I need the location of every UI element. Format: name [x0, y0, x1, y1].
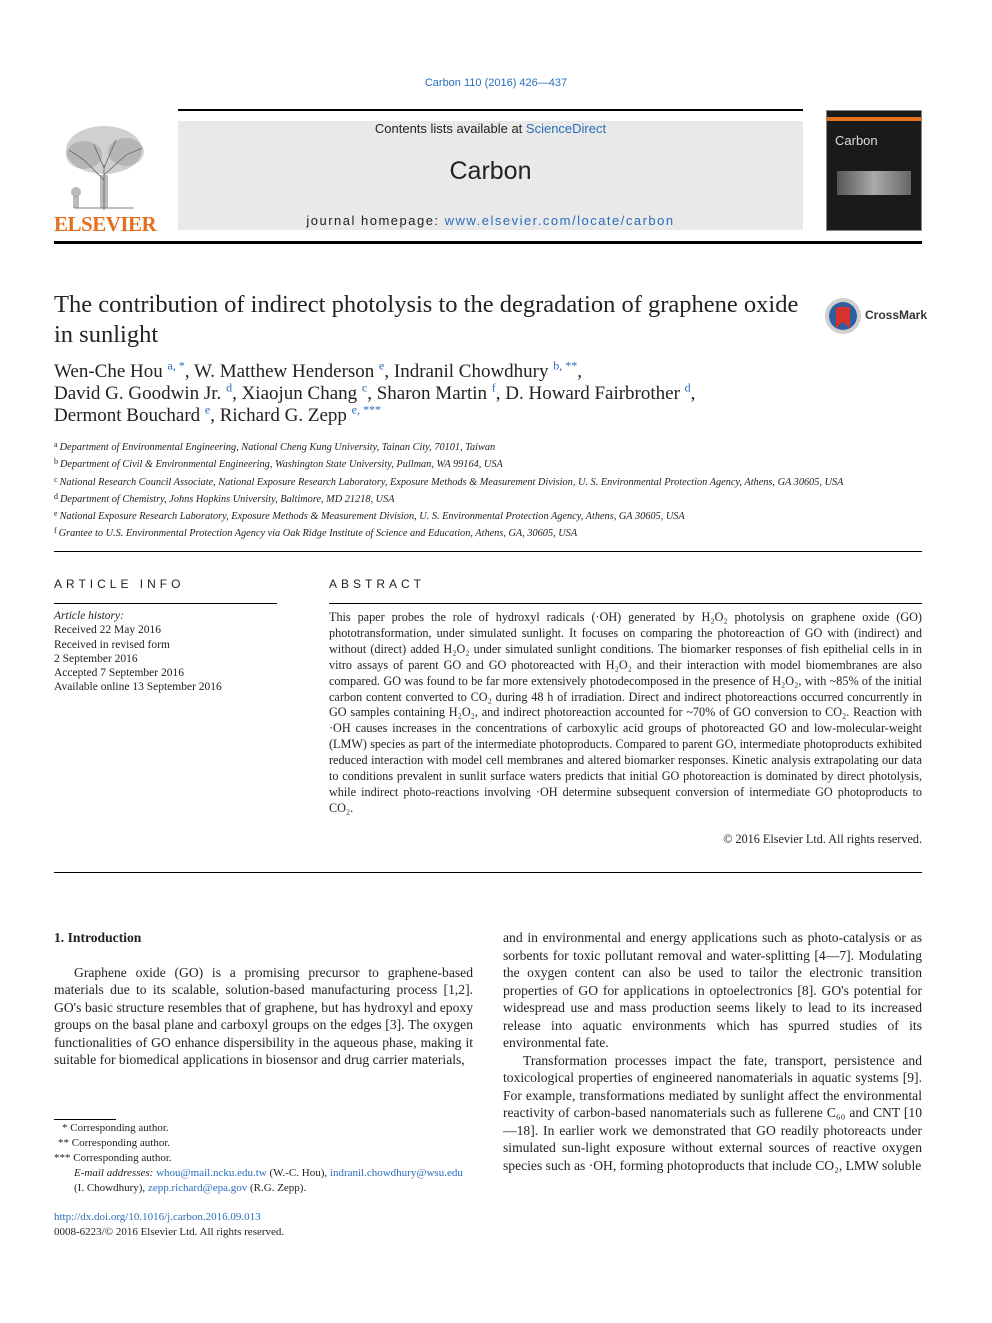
- body-paragraph: Graphene oxide (GO) is a promising precursor to graphene-based materials due to its scalable, solution-based manufacturing process [1,2]. GO's basic structure resembles that of graphene, but has hydroxyl and epoxy groups on the basal plane and carboxyl groups on the edges [3]. The oxygen functionalities of GO enhance dispersibility in the aqueous phase, making it suitable for biomedical applications in biosensor and drug carrier materials,: [54, 964, 473, 1067]
- cover-stripe: [827, 117, 921, 121]
- abstract-bottom-rule: [54, 872, 922, 873]
- contents-line: [178, 121, 803, 136]
- cover-image: [837, 171, 911, 195]
- author-name[interactable]: Wen-Che Hou: [54, 361, 163, 382]
- affiliation-list: [54, 438, 844, 542]
- author-list: Wen-Che Hou $^{a, *}$, W. Matthew Henderson $^e$, Indranil Chowdhury $^{b, **}$, David G. Goodwin Jr. $^d$, Xiaojun Chang $^c$, Sharon Martin $^f$, D. Howard Fairbrother $^d$, Dermont Bouchard $^e$, Richard G. Zepp $^{e, ***}$: [54, 358, 696, 426]
- author-name[interactable]: Richard G. Zepp: [219, 405, 347, 426]
- homepage-prefix: journal homepage:: [306, 213, 445, 228]
- author-affiliation-mark[interactable]: e, ***: [351, 402, 381, 417]
- article-history: [54, 609, 294, 695]
- abstract-heading: ABSTRACT: [329, 577, 426, 591]
- affiliation-item: [54, 455, 844, 472]
- author-affiliation-mark[interactable]: e: [204, 402, 211, 417]
- affiliation-item: [54, 507, 844, 524]
- journal-homepage: [178, 213, 803, 228]
- affiliation-item: [54, 473, 844, 490]
- article-info-rule: [54, 603, 277, 604]
- author-affiliation-mark[interactable]: b, **: [553, 358, 578, 373]
- affiliation-text: Department of Chemistry, Johns Hopkins University, Baltimore, MD 21218, USA: [60, 493, 395, 505]
- author-affiliation-mark[interactable]: c: [361, 380, 368, 395]
- history-label: Article history:: [54, 610, 124, 622]
- article-info-heading: ARTICLE INFO: [54, 577, 185, 591]
- history-entry: Received 22 May 2016: [54, 624, 161, 637]
- journal-citation[interactable]: Carbon 110 (2016) 426—437: [424, 77, 568, 89]
- history-entry: Available online 13 September 2016: [54, 681, 222, 694]
- author-name[interactable]: W. Matthew Henderson: [194, 361, 375, 382]
- affiliation-item: [54, 524, 844, 541]
- affiliation-text: Department of Environmental Engineering, National Cheng Kung University, Tainan City, 70101, Taiwan: [59, 442, 496, 453]
- history-entry: 2 September 2016: [54, 652, 138, 665]
- sciencedirect-link[interactable]: ScienceDirect: [525, 121, 607, 136]
- email-label: E-mail addresses:: [74, 1167, 157, 1179]
- elsevier-wordmark: ELSEVIER: [54, 212, 157, 236]
- body-paragraph: and in environmental and energy applications such as photo-catalysis or as sorbents for toxic pollutant removal and water-splitting [4—7]. Modulating the oxygen content can also be used to tailor the electronic transition properties of GO for applications in optoelectronics [8]. GO's potential for widespread use and mass production seems likely to lead to its increased release into aquatic environments which has spurred studies of its environmental fate.: [503, 930, 922, 1050]
- abstract-copyright: © 2016 Elsevier Ltd. All rights reserved.: [723, 832, 922, 846]
- author-name[interactable]: Xiaojun Chang: [241, 383, 358, 404]
- footnote-rule: [54, 1119, 116, 1120]
- affiliation-text: Grantee to U.S. Environmental Protection Agency via Oak Ridge Institute of Science and Education, Athens, GA, 30605, USA: [58, 528, 578, 540]
- author-affiliation-mark[interactable]: e: [379, 358, 385, 373]
- footnotes: [54, 1121, 474, 1196]
- author-name[interactable]: Dermont Bouchard: [54, 405, 201, 426]
- body-column-right: [503, 929, 922, 1174]
- body-paragraph: Transformation processes impact the fate, transport, persistence and toxicological properties of engineered nanomaterials in aquatic systems [9]. For example, transformations mediated by sunlight affect the environmental reactivity of carbon-based nanomaterials such as fullerene C₆₀ and CNT [10—18]. In earlier work we demonstrated that GO readily photoreacts under simulated sun-light exposure without external sources of reactive oxygen species such as ·OH, forming photoproducts that include CO₂, LMW soluble: [503, 1052, 922, 1173]
- affiliation-rule: [54, 551, 922, 552]
- crossmark-icon: [824, 296, 864, 336]
- issn-copyright: 0008-6223/© 2016 Elsevier Ltd. All rights reserved.: [54, 1226, 285, 1238]
- affiliation-text: Department of Civil & Environmental Engineering, Washington State University, Pullman, WA 99164, USA: [60, 459, 503, 471]
- affiliation-item: [54, 490, 844, 507]
- footnote-emails: [54, 1166, 474, 1196]
- author-affiliation-mark[interactable]: a, *: [167, 358, 185, 373]
- affiliation-text: National Exposure Research Laboratory, Exposure Methods & Measurement Division, U. S. Environmental Protection Agency, Athens, GA 30605, USA: [59, 511, 685, 523]
- author-affiliation-mark[interactable]: f: [491, 380, 496, 395]
- cover-title: Carbon: [835, 133, 878, 148]
- email-owner: (W.-C. Hou),: [266, 1167, 330, 1179]
- author-name[interactable]: D. Howard Fairbrother: [505, 383, 680, 404]
- header-bottom-rule: [54, 241, 922, 244]
- section-heading: 1. Introduction: [54, 930, 142, 945]
- crossmark-badge[interactable]: [824, 296, 928, 336]
- footnote-corresponding: * Corresponding author.: [62, 1122, 169, 1134]
- abstract-text: This paper probes the role of hydroxyl radicals (·OH) generated by H₂O₂ photolysis on graphene oxide (GO) phototransformation, under simulated sunlight. It focuses on comparing the photoreaction of GO with (indirect) and without (direct) added H₂O₂ under simulated sunlight conditions. The biomarker responses of fish epithelial cells in in vitro assays of parent GO and GO photoreacted with H₂O₂ and their interaction with model biomembranes are also compared. GO was found to be far more extensively photodecomposed in the presence of H₂O₂, with ~85% of the initial carbon content converted to CO₂ during 48 h of irradiation. Direct and indirect photoreactions occurred concurrently in GO samples containing H₂O₂, and indirect photoreaction accounted for ~70% of GO conversion to CO₂. Reaction with ·OH causes increases in the concentrations of carboxylic acid groups of photoreacted GO and low-molecular-weight (LMW) species as part of the intermediate photoproducts. Compared to parent GO, intermediate photoproducts exhibited reduced interaction with model cell membranes and altered biomarker responses. Kinetic analysis extrapolating our data to conditions prevalent in sunlit surface waters predicts that initial GO photoreaction is dominated by direct photolysis, while indirect photo-reactions involving ·OH determine subsequent conversion of intermediate GO photoproducts to CO₂.: [329, 610, 922, 815]
- homepage-link[interactable]: www.elsevier.com/locate/carbon: [444, 213, 675, 228]
- author-affiliation-mark[interactable]: d: [684, 380, 691, 395]
- author-name[interactable]: David G. Goodwin Jr.: [54, 383, 222, 404]
- article-title: The contribution of indirect photolysis to the degradation of graphene oxide in sunlight: [54, 291, 799, 348]
- history-entry: Received in revised form: [54, 638, 170, 651]
- email-link[interactable]: whou@mail.ncku.edu.tw: [156, 1167, 267, 1179]
- journal-cover-thumbnail[interactable]: [826, 110, 922, 231]
- affiliation-key: c: [54, 474, 58, 484]
- doi-link[interactable]: http://dx.doi.org/10.1016/j.carbon.2016.09.013: [54, 1211, 261, 1223]
- email-link[interactable]: indranil.chowdhury@wsu.edu: [329, 1167, 463, 1179]
- header-top-rule: [178, 109, 803, 111]
- affiliation-key: f: [54, 526, 57, 536]
- history-entry: Accepted 7 September 2016: [54, 667, 184, 680]
- contents-prefix: Contents lists available at: [374, 121, 526, 136]
- footnote-corresponding: *** Corresponding author.: [54, 1152, 172, 1164]
- affiliation-text: National Research Council Associate, National Exposure Research Laboratory, Exposure Methods & Measurement Division, U. S. Environmental Protection Agency, Athens, GA 30605, USA: [59, 476, 844, 488]
- email-link[interactable]: zepp.richard@epa.gov: [147, 1182, 248, 1194]
- author-affiliation-mark[interactable]: d: [226, 380, 233, 395]
- abstract-rule: [329, 603, 922, 604]
- author-name[interactable]: Sharon Martin: [376, 383, 488, 404]
- affiliation-key: a: [54, 440, 58, 449]
- affiliation-key: b: [54, 457, 58, 467]
- affiliation-item: [54, 438, 844, 455]
- affiliation-key: d: [54, 491, 58, 501]
- journal-title: Carbon: [449, 157, 532, 185]
- footnote-corresponding: ** Corresponding author.: [58, 1137, 171, 1149]
- author-name[interactable]: Indranil Chowdhury: [393, 361, 549, 382]
- crossmark-label: CrossMark: [865, 308, 928, 322]
- affiliation-key: e: [54, 509, 58, 519]
- body-column-left: [54, 929, 473, 1069]
- email-owner: (I. Chowdhury),: [74, 1182, 148, 1194]
- email-owner: (R.G. Zepp).: [247, 1182, 307, 1194]
